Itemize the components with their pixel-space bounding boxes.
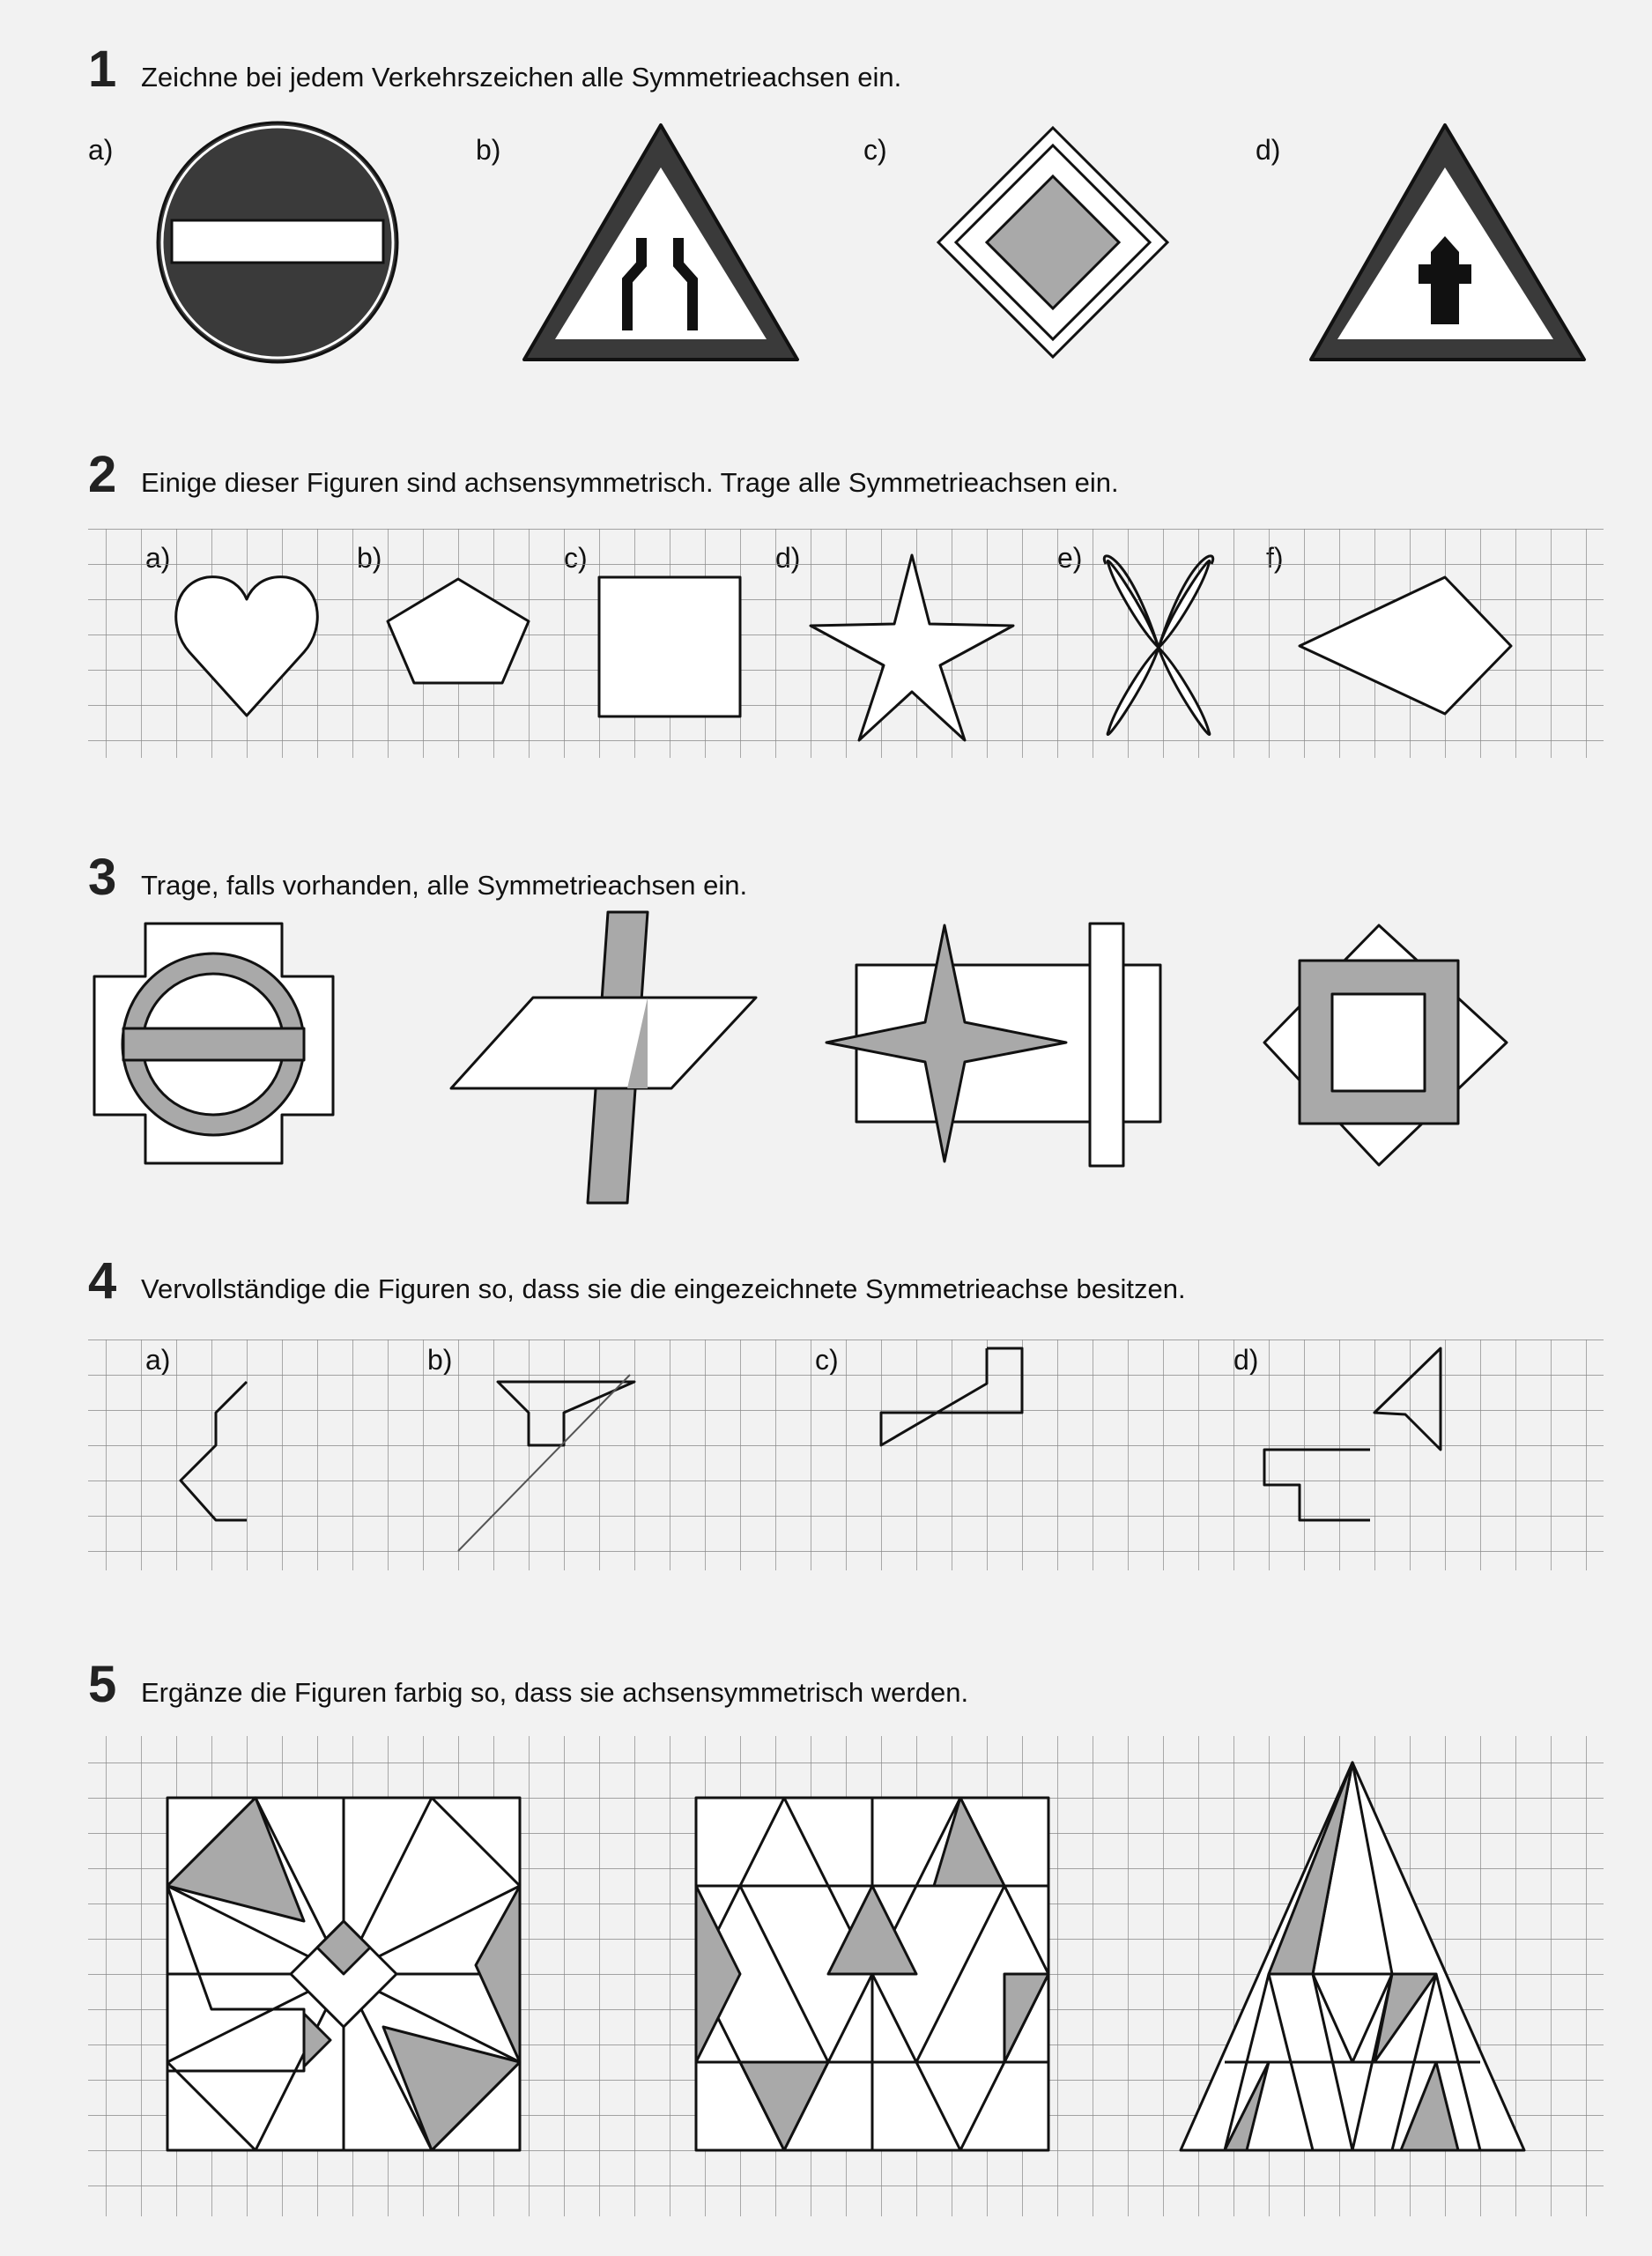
task-instruction: Trage, falls vorhanden, alle Symmetrieachsen ein. bbox=[141, 870, 748, 901]
subtask-label: d) bbox=[1256, 134, 1281, 166]
task-instruction: Zeichne bei jedem Verkehrszeichen alle Symmetrieachsen ein. bbox=[141, 62, 902, 93]
sign-right-of-way bbox=[1311, 125, 1584, 360]
figure-framed-square bbox=[1264, 925, 1507, 1165]
sign-no-entry bbox=[158, 122, 397, 362]
task-instruction: Einige dieser Figuren sind achsensymmetrisch. Trage alle Symmetrieachsen ein. bbox=[141, 467, 1119, 498]
sign-priority-road bbox=[938, 128, 1167, 357]
subtask-label: a) bbox=[88, 134, 114, 166]
figure-5-square-pattern bbox=[167, 1798, 520, 2150]
task-number: 2 bbox=[88, 446, 117, 503]
task-number: 4 bbox=[88, 1252, 117, 1310]
grid-task-4 bbox=[88, 1340, 1604, 1570]
figure-rectangle bbox=[599, 577, 740, 716]
figure-parallelogram-bar bbox=[451, 912, 756, 1203]
task-number: 3 bbox=[88, 849, 117, 906]
task-instruction: Vervollständige die Figuren so, dass sie die eingezeichnete Symmetrieachse besitzen. bbox=[141, 1273, 1186, 1304]
figure-5-hexagon-pattern bbox=[696, 1798, 1048, 2150]
subtask-label: c) bbox=[863, 134, 887, 166]
task-number: 5 bbox=[88, 1656, 117, 1713]
sign-road-narrows bbox=[524, 125, 797, 360]
subtask-label: b) bbox=[476, 134, 501, 166]
figure-star-rectangle bbox=[826, 924, 1160, 1166]
figure-cross-circle bbox=[94, 924, 333, 1163]
task-number: 1 bbox=[88, 41, 117, 98]
task-instruction: Ergänze die Figuren farbig so, dass sie achsensymmetrisch werden. bbox=[141, 1677, 969, 1708]
